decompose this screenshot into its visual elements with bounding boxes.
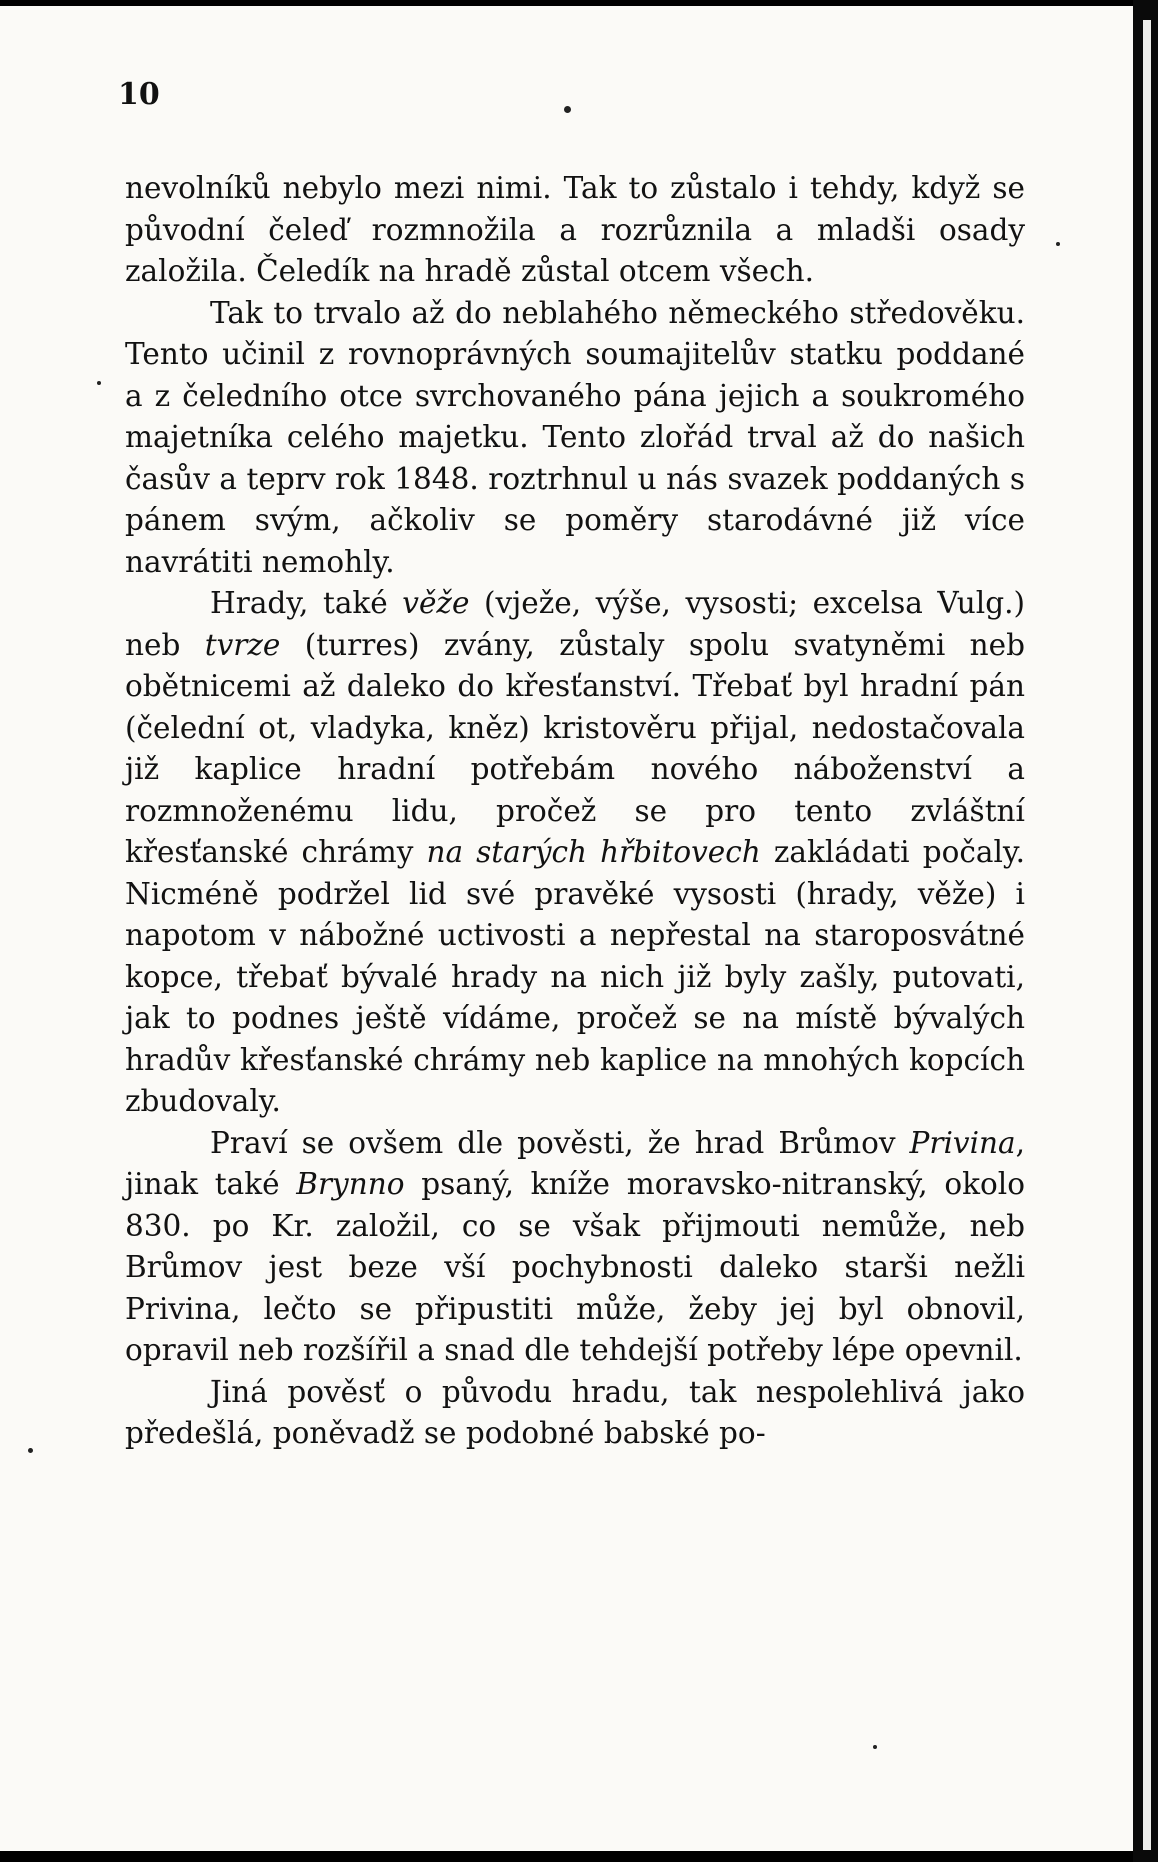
text-run: Praví se ovšem dle pověsti, že hrad Brůmov — [210, 1125, 910, 1160]
italic-term: na starých hřbitovech — [426, 835, 761, 869]
text-run: (turres) zvány, zůstaly spolu svatyněmi neb obětnicemi až daleko do křesťanství. Třebať byl hradní pán (čelední ot, vladyka, kněz) kristověru přijal, nedostačovala již kaplice hradní potřebám nového náboženství a rozmnoženému lidu, pročež se pro tento zvláštní křesťanské chrámy — [125, 627, 1026, 869]
paragraph — [125, 583, 1025, 1123]
print-speck — [97, 381, 101, 385]
adjacent-page-edge — [1143, 20, 1151, 1850]
text-run: psaný, kníže moravsko-nitranský, okolo 830. po Kr. založil, co se však přijmouti nemůže, neb Brůmov jest beze vší pochybnosti daleko starši nežli Privina, lečto se připustiti může, žeby jej byl obnovil, opravil neb rozšířil a snad dle tehdejší potřeby lépe opevnil. — [125, 1167, 1025, 1367]
print-speck — [1056, 242, 1060, 246]
paragraph — [125, 1372, 1025, 1455]
print-speck — [564, 106, 571, 113]
text-run: Jiná pověsť o původu hradu, tak nespolehlivá jako předešlá, poněvadž se podobné babské po- — [125, 1374, 1025, 1450]
paragraph — [125, 168, 1025, 293]
italic-term: věže — [402, 586, 470, 620]
italic-term: Privina — [909, 1125, 1016, 1160]
italic-term: tvrze — [204, 627, 281, 662]
italic-term: Brynno — [296, 1167, 405, 1201]
page-number: 10 — [118, 77, 160, 112]
paragraph — [125, 293, 1025, 584]
text-run: zakládati počaly. Nicméně podržel lid své pravěké vysosti (hrady, věže) i napotom v nábožné uctivosti a nepřestal na staroposvátné kopce, třebať bývalé hrady na nich již byly zašly, putovati, jak to podnes ještě vídáme, pročež se na místě bývalých hradův křesťanské chrámy neb kaplice na mnohých kopcích zbudovaly. — [125, 835, 1026, 1118]
text-run: nevolníků nebylo mezi nimi. Tak to zůstalo i tehdy, když se původní čeleď rozmnožila a rozrůznila a mladši osady založila. Čeledík na hradě zůstal otcem všech. — [125, 171, 1025, 288]
text-run: , jinak také — [125, 1125, 1025, 1201]
body-text — [125, 168, 1025, 1455]
print-speck — [28, 1448, 33, 1453]
paragraph — [125, 1123, 1025, 1372]
text-run: Tak to trvalo až do neblahého německého středověku. Tento učinil z rovnoprávných soumajitelův statku poddané a z čeledního otce svrchovaného pána jejich a soukromého majetníka celého majetku. Tento zlořád trval až do našich časův a teprv rok 1848. roztrhnul u nás svazek poddaných s pánem svým, ačkoliv se poměry starodávné již více navrátiti nemohly. — [125, 295, 1025, 579]
text-run: (vježe, výše, vysosti; excelsa Vulg.) neb — [125, 586, 1025, 662]
print-speck — [873, 1745, 877, 1749]
text-run: Hrady, také — [210, 586, 403, 620]
